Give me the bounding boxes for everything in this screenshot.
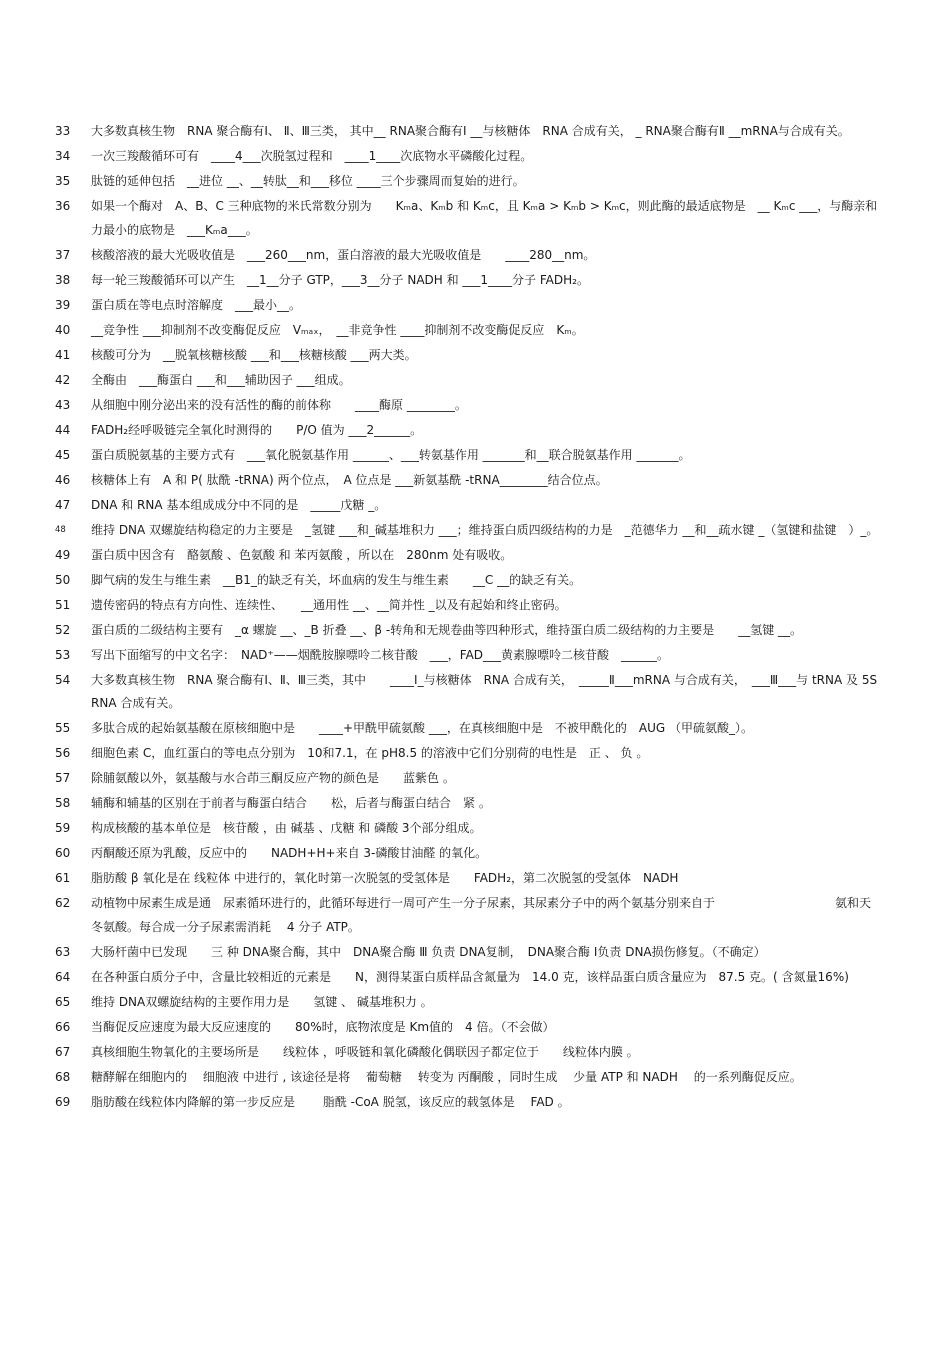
question-number: 67 xyxy=(55,1044,71,1059)
question-item xyxy=(0,1066,950,1090)
question-number: 69 xyxy=(55,1094,71,1109)
question-item xyxy=(0,717,950,741)
question-number: 40 xyxy=(55,322,71,337)
question-text: 核糖体上有 A 和 P( 肽酰 -tRNA) 两个位点， A 位点是 ___新氨基酰 -tRNA________结合位点。 xyxy=(91,472,608,487)
question-text: 维持 DNA 双螺旋结构稳定的力主要是 _氢键 ___和_碱基堆积力 ___；维持蛋白质四级结构的力是 _范德华力 __和__疏水键 _（氢键和盐键 ）_。 xyxy=(91,522,879,537)
question-item xyxy=(0,792,950,816)
question-item xyxy=(0,269,950,293)
question-text: 核酸可分为 __脱氧核糖核酸 ___和___核糖核酸 ___两大类。 xyxy=(91,347,417,362)
question-number: 50 xyxy=(55,572,71,587)
question-text: 写出下面缩写的中文名字： NAD⁺——烟酰胺腺嘌呤二核苷酸 ___，FAD___黄素腺嘌呤二核苷酸 ______。 xyxy=(91,647,670,662)
question-text: 糖酵解在细胞内的 细胞液 中进行 , 该途径是将 葡萄糖 转变为 丙酮酸 ，同时生成 少量 ATP 和 NADH 的一系列酶促反应。 xyxy=(91,1069,802,1084)
question-text: FADH₂经呼吸链完全氧化时测得的 P/O 值为 ___2______。 xyxy=(91,422,423,437)
question-text: 核酸溶液的最大光吸收值是 ___260___nm，蛋白溶液的最大光吸收值是 ____280__nm。 xyxy=(91,247,596,262)
question-number: 66 xyxy=(55,1019,71,1034)
question-item xyxy=(0,742,950,766)
question-text: 动植物中尿素生成是通 尿素循环进行的，此循环每进行一周可产生一分子尿素，其尿素分子中的两个氨基分别来自于 氨和天冬氨酸。每合成一分子尿素需消耗 4 分子 ATP。 xyxy=(91,896,872,934)
question-text: 大多数真核生物 RNA 聚合酶有Ⅰ、 Ⅱ、Ⅲ三类， 其中__ RNA聚合酶有Ⅰ __与核糖体 RNA 合成有关， _ RNA聚合酶有Ⅱ __mRNA与合成有关。 xyxy=(91,124,850,138)
question-text: 大肠杆菌中已发现 三 种 DNA聚合酶，其中 DNA聚合酶 Ⅲ 负责 DNA复制， DNA聚合酶 Ⅰ负责 DNA损伤修复。（不确定） xyxy=(91,944,766,959)
question-text: 全酶由 ___酶蛋白 ___和___辅助因子 ___组成。 xyxy=(91,372,351,387)
question-number: 64 xyxy=(55,969,71,984)
question-number: 61 xyxy=(55,871,71,885)
question-item xyxy=(0,767,950,791)
question-item xyxy=(0,519,950,543)
question-number: 48 xyxy=(55,524,66,535)
question-number: 33 xyxy=(55,124,71,138)
question-number: 51 xyxy=(55,597,71,612)
question-text: 从细胞中刚分泌出来的没有活性的酶的前体称 ____酶原 ________。 xyxy=(91,397,467,412)
question-number: 58 xyxy=(55,796,71,810)
question-number: 44 xyxy=(55,422,71,437)
question-number: 63 xyxy=(55,944,71,959)
question-number: 49 xyxy=(55,547,71,562)
question-item xyxy=(0,444,950,468)
question-text: 丙酮酸还原为乳酸，反应中的 NADH+H+来自 3-磷酸甘油醛 的氧化。 xyxy=(91,846,488,860)
question-item xyxy=(0,344,950,368)
question-text: 蛋白质中因含有 酪氨酸 、色氨酸 和 苯丙氨酸 ，所以在 280nm 处有吸收。 xyxy=(91,547,513,562)
question-item xyxy=(0,244,950,268)
question-text: __竞争性 ___抑制剂不改变酶促反应 Vₘₐₓ， __非竞争性 ____抑制剂不改变酶促反应 Kₘ。 xyxy=(91,322,584,337)
question-number: 62 xyxy=(55,896,71,910)
question-number: 56 xyxy=(55,746,71,760)
question-item xyxy=(0,170,950,194)
question-text: 每一轮三羧酸循环可以产生 __1__分子 GTP，___3__分子 NADH 和 ___1____分子 FADH₂。 xyxy=(91,272,589,287)
question-number: 35 xyxy=(55,174,71,188)
question-item xyxy=(0,669,950,716)
question-text: 真核细胞生物氧化的主要场所是 线粒体 ，呼吸链和氧化磷酸化偶联因子都定位于 线粒体内膜 。 xyxy=(91,1044,639,1059)
question-text: 构成核酸的基本单位是 核苷酸 ，由 碱基 、戊糖 和 磷酸 3个部分组成。 xyxy=(91,821,482,835)
question-number: 65 xyxy=(55,994,71,1009)
question-text: 细胞色素 C，血红蛋白的等电点分别为 10和7.1，在 pH8.5 的溶液中它们分别荷的电性是 正 、 负 。 xyxy=(91,746,649,760)
question-text: 脂肪酸在线粒体内降解的第一步反应是 脂酰 -CoA 脱氢，该反应的载氢体是 FAD 。 xyxy=(91,1094,570,1109)
question-item xyxy=(0,419,950,443)
question-text: 蛋白质在等电点时溶解度 ___最小__。 xyxy=(91,297,302,312)
question-item xyxy=(0,120,950,144)
question-text: 在各种蛋白质分子中，含量比较相近的元素是 N，测得某蛋白质样品含氮量为 14.0 克，该样品蛋白质含量应为 87.5 克。( 含氮量16%) xyxy=(91,969,849,984)
question-item xyxy=(0,195,950,242)
question-item xyxy=(0,469,950,493)
question-number: 55 xyxy=(55,721,71,735)
question-number: 39 xyxy=(55,297,71,312)
question-number: 53 xyxy=(55,647,71,662)
question-item xyxy=(0,294,950,318)
question-number: 38 xyxy=(55,272,71,287)
question-item xyxy=(0,319,950,343)
question-number: 54 xyxy=(55,672,71,687)
question-text: 脂肪酸 β 氧化是在 线粒体 中进行的，氧化时第一次脱氢的受氢体是 FADH₂，第二次脱氢的受氢体 NADH xyxy=(91,871,679,885)
question-item xyxy=(0,1041,950,1065)
question-number: 41 xyxy=(55,347,71,362)
question-number: 47 xyxy=(55,497,71,512)
question-item xyxy=(0,494,950,518)
question-number: 34 xyxy=(55,149,71,163)
question-item xyxy=(0,619,950,643)
question-number: 42 xyxy=(55,372,71,387)
question-number: 59 xyxy=(55,821,71,835)
question-text: 大多数真核生物 RNA 聚合酶有Ⅰ、Ⅱ、Ⅲ三类，其中 ____Ⅰ_与核糖体 RNA 合成有关， _____Ⅱ___mRNA 与合成有关， ___Ⅲ___与 tRNA 及 5SRNA 合成有关。 xyxy=(91,672,878,710)
question-item xyxy=(0,145,950,169)
question-item xyxy=(0,991,950,1015)
question-item xyxy=(0,369,950,393)
question-item xyxy=(0,842,950,866)
question-text: 除脯氨酸以外，氨基酸与水合茚三酮反应产物的颜色是 蓝紫色 。 xyxy=(91,771,455,785)
question-number: 45 xyxy=(55,447,71,462)
document-page xyxy=(0,120,950,1116)
question-number: 43 xyxy=(55,397,71,412)
question-text: 肽链的延伸包括 __进位 __、__转肽__和___移位 ____三个步骤周而复始的进行。 xyxy=(91,174,525,188)
question-item xyxy=(0,644,950,668)
question-item xyxy=(0,1091,950,1115)
question-item xyxy=(0,941,950,965)
question-text: 维持 DNA双螺旋结构的主要作用力是 氢键 、 碱基堆积力 。 xyxy=(91,994,433,1009)
question-item xyxy=(0,1016,950,1040)
question-text: 遗传密码的特点有方向性、连续性、 __通用性 __、__简并性 _以及有起始和终止密码。 xyxy=(91,597,567,612)
question-number: 68 xyxy=(55,1069,71,1084)
question-text: 蛋白质的二级结构主要有 _α 螺旋 __、_B 折叠 __、β -转角和无规卷曲等四种形式，维持蛋白质二级结构的力主要是 __氢键 __。 xyxy=(91,622,803,637)
question-item xyxy=(0,817,950,841)
question-item xyxy=(0,544,950,568)
question-text: DNA 和 RNA 基本组成成分中不同的是 _____戊糖 _。 xyxy=(91,497,387,512)
question-number: 52 xyxy=(55,622,71,637)
question-text: 脚气病的发生与维生素 __B1_的缺乏有关，坏血病的发生与维生素 __C __的缺乏有关。 xyxy=(91,572,582,587)
question-number: 46 xyxy=(55,472,71,487)
question-number: 37 xyxy=(55,247,71,262)
question-item xyxy=(0,892,950,939)
question-text: 多肽合成的起始氨基酸在原核细胞中是 ____+甲酰甲硫氨酸 ___，在真核细胞中是 不被甲酰化的 AUG （甲硫氨酸_）。 xyxy=(91,721,753,735)
question-text: 辅酶和辅基的区别在于前者与酶蛋白结合 松，后者与酶蛋白结合 紧 。 xyxy=(91,796,491,810)
question-number: 60 xyxy=(55,846,71,860)
question-text: 当酶促反应速度为最大反应速度的 80%时，底物浓度是 Km值的 4 倍。（不会做） xyxy=(91,1019,555,1034)
question-text: 蛋白质脱氨基的主要方式有 ___氧化脱氨基作用 ______、___转氨基作用 _______和__联合脱氨基作用 _______。 xyxy=(91,447,691,462)
question-number: 57 xyxy=(55,771,71,785)
question-item xyxy=(0,966,950,990)
question-number: 36 xyxy=(55,199,71,213)
question-item xyxy=(0,867,950,891)
question-item xyxy=(0,569,950,593)
question-text: 如果一个酶对 A、B、C 三种底物的米氏常数分别为 Kₘa、Kₘb 和 Kₘc，且 Kₘa > Kₘb > Kₘc，则此酶的最适底物是 __ Kₘc ___，与酶亲和力最小的底物是 ___Kₘa___。 xyxy=(91,199,878,237)
question-item xyxy=(0,594,950,618)
question-item xyxy=(0,394,950,418)
question-text: 一次三羧酸循环可有 ____4___次脱氢过程和 ____1____次底物水平磷酸化过程。 xyxy=(91,149,533,163)
